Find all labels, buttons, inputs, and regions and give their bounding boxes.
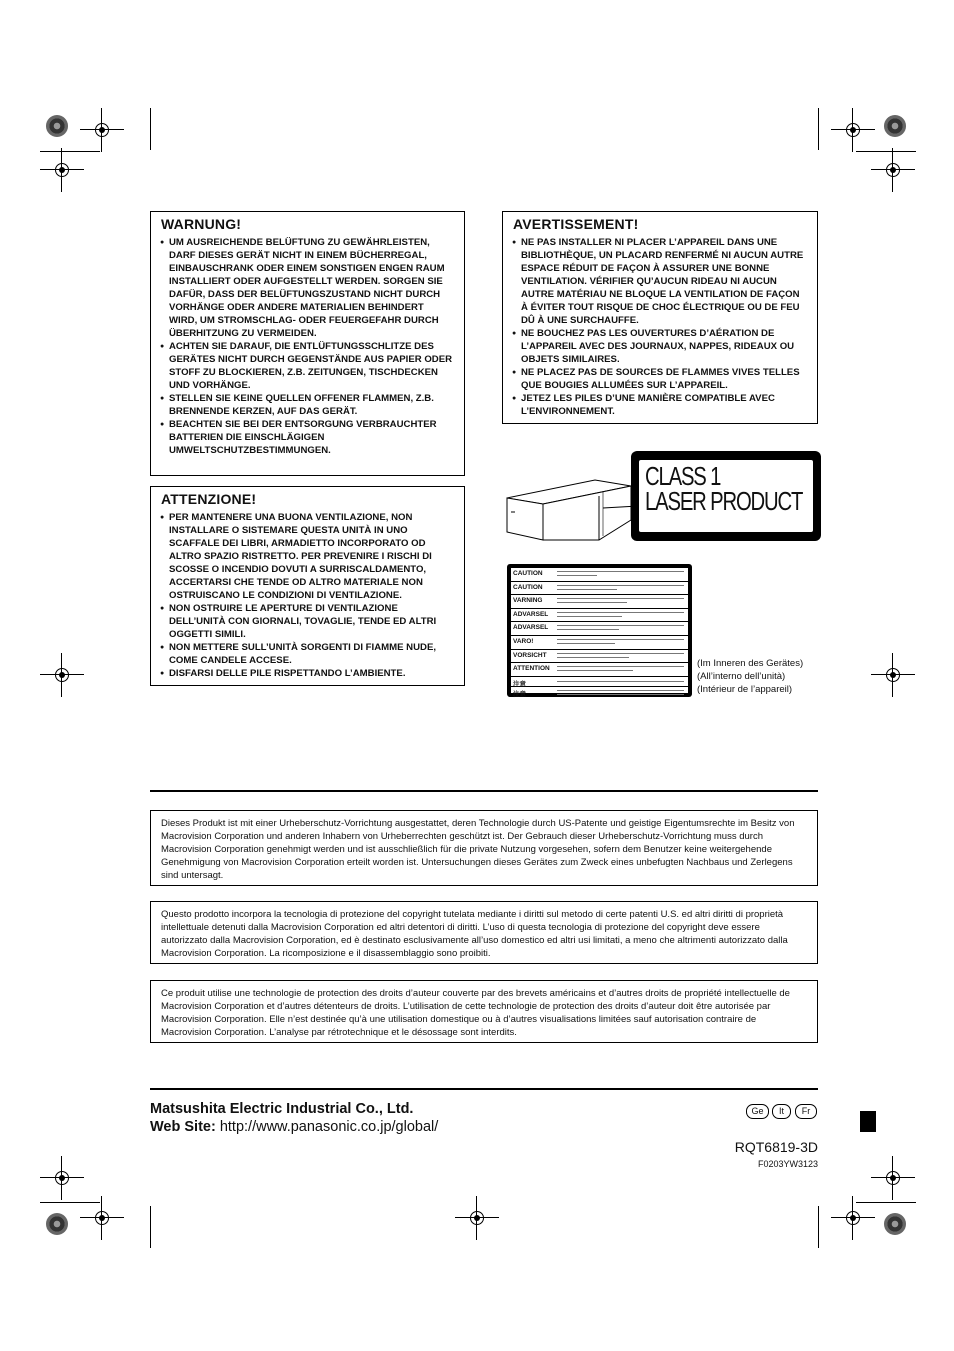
laser-label-inner bbox=[639, 460, 813, 532]
print-code: F0203YW3123 bbox=[757, 1159, 818, 1169]
crop-mark bbox=[150, 108, 151, 150]
color-disc-icon bbox=[884, 1213, 906, 1235]
attenzione-list bbox=[161, 511, 454, 680]
warnung-item: ● STELLEN SIE KEINE QUELLEN OFFENER FLAMMEN, Z.B. BRENNENDE KERZEN, AUF DAS GERÄT. bbox=[161, 392, 454, 418]
language-badge-ge: Ge bbox=[746, 1104, 769, 1119]
caution-row bbox=[511, 636, 688, 650]
caution-word: CAUTION bbox=[513, 570, 543, 577]
avertissement-item: ● NE BOUCHEZ PAS LES OUVERTURES D’AÉRATION DE L’APPAREIL AVEC DES JOURNAUX, NAPPES, RIDEAUX OU OBJETS SIMILAIRES. bbox=[513, 327, 807, 366]
caution-row bbox=[511, 582, 688, 596]
copyright-text-fr: Ce produit utilise une technologie de protection des droits d’auteur couverte par des brevets américains et d’autres droits de propriété intellectuelle de Macrovision Corporation et d’autres détenteurs de droits. L’utilisation de cette technologie de protection des droits d’auteur doit être autorisée par Macrovision Corporation. Elle n’est destinée qu’à une utilisation domestique ou à d’autres visualisations limitées sauf autorisation contraire de Macrovision Corporation. L’analyse par rétrotechnique et le désossage sont interdits. bbox=[161, 988, 790, 1038]
avertissement-box bbox=[502, 211, 818, 424]
crop-mark bbox=[856, 1202, 916, 1203]
color-disc-icon bbox=[46, 115, 68, 137]
caution-row bbox=[511, 677, 688, 687]
laser-class-label bbox=[631, 451, 821, 541]
copyright-notice-de bbox=[150, 810, 818, 886]
crop-mark bbox=[40, 151, 100, 152]
laser-label-text bbox=[645, 461, 803, 516]
copyright-notice-it bbox=[150, 901, 818, 964]
caution-label-inner bbox=[511, 568, 688, 698]
website-url[interactable]: http://www.panasonic.co.jp/global/ bbox=[219, 1119, 439, 1135]
website-label: Web Site: bbox=[150, 1119, 216, 1135]
location-note-de: (Im Inneren des Gerätes) bbox=[697, 658, 804, 669]
caution-word: CAUTION bbox=[513, 583, 543, 591]
color-disc-icon bbox=[884, 115, 906, 137]
company-name: Matsushita Electric Industrial Co., Ltd. bbox=[150, 1101, 414, 1117]
warnung-title: WARNUNG! bbox=[161, 216, 242, 232]
crop-mark bbox=[818, 1206, 819, 1248]
crosshair-icon bbox=[92, 120, 112, 140]
caution-row bbox=[511, 568, 688, 582]
warnung-item: ● BEACHTEN SIE BEI DER ENTSORGUNG VERBRAUCHTER BATTERIEN DIE EINSCHLÄGIGEN UMWELTSCHUTZBESTIMMUNGEN. bbox=[161, 418, 454, 457]
crop-mark bbox=[150, 1206, 151, 1248]
attenzione-item: ● PER MANTENERE UNA BUONA VENTILAZIONE, NON INSTALLARE O SISTEMARE QUESTA UNITÀ IN UNO SCAFFALE DEI LIBRI, ARMADIETTO INCORPORATO OD ALTRO SPAZIO RISTRETTO. PER PREVENIRE I RISCHI DI SCOSSE O INCENDIO DOVUTI A SURRISCALDAMENTO, ACCERTARSI CHE TENDE OD ALTRO MATERIALE NON OSTRUISCANO LE CONDIZIONI DI VENTILAZIONE. bbox=[161, 511, 454, 602]
crosshair-icon bbox=[467, 1208, 487, 1228]
laser-label-line1: CLASS 1 bbox=[645, 461, 721, 491]
caution-row bbox=[511, 595, 688, 609]
caution-word: 注意 bbox=[513, 690, 526, 698]
crosshair-icon bbox=[52, 665, 72, 685]
edge-tab bbox=[860, 1111, 876, 1132]
avertissement-list bbox=[513, 236, 807, 418]
crosshair-icon bbox=[52, 1168, 72, 1188]
crosshair-icon bbox=[92, 1208, 112, 1228]
crop-mark bbox=[856, 151, 916, 152]
warnung-box bbox=[150, 211, 465, 476]
crosshair-icon bbox=[843, 120, 863, 140]
warnung-list bbox=[161, 236, 454, 457]
caution-row bbox=[511, 622, 688, 636]
language-badge-fr: Fr bbox=[795, 1104, 817, 1119]
color-disc-icon bbox=[46, 1213, 68, 1235]
avertissement-item: ● NE PAS INSTALLER NI PLACER L’APPAREIL DANS UNE BIBLIOTHÈQUE, UN PLACARD RENFERMÉ NI AUCUN AUTRE ESPACE RÉDUIT DE FAÇON À ASSURER UNE BONNE VENTILATION. VÉRIFIER QU’AUCUN RIDEAU NI AUCUN AUTRE MATÉRIAU NE BLOQUE LA VENTILATION DE FAÇON À ÉVITER TOUT RISQUE DE CHOC ÉLECTRIQUE OU DE FEU DÛ À UNE SURCHAUFFE. bbox=[513, 236, 807, 327]
attenzione-item: ● DISFARSI DELLE PILE RISPETTANDO L’AMBIENTE. bbox=[161, 667, 454, 680]
laser-label-line2: LASER PRODUCT bbox=[645, 486, 803, 516]
caution-row bbox=[511, 650, 688, 664]
document-number: RQT6819-3D bbox=[734, 1139, 818, 1155]
location-note bbox=[697, 657, 803, 696]
attenzione-title: ATTENZIONE! bbox=[161, 491, 257, 507]
crosshair-icon bbox=[883, 1168, 903, 1188]
crop-mark bbox=[818, 108, 819, 150]
caution-word: ATTENTION bbox=[513, 665, 550, 673]
copyright-text-it: Questo prodotto incorpora la tecnologia di protezione del copyright tutelata mediante i diritti sul metodo di certe patenti U.S. ed altri diritti di proprietà intellettuale detenuti dalla Macrovision Corporation ed altri detentori di diritti. L’uso di questa tecnologia di protezione del copyright deve essere autorizzato dalla Macrovision Corporation, ed è destinato esclusivamente all’uso domestico ed altri usi limitati, a meno che altrimenti autorizzato dalla Macrovision Corporation. La ricomposizione e il disassemblaggio sono proibiti. bbox=[161, 909, 788, 959]
copyright-text-de: Dieses Produkt ist mit einer Urheberschutz-Vorrichtung ausgestattet, deren Technologie durch US-Patente und geistige Eigentumsrechte im Besitz von Macrovision Corporation und anderen Inhabern von Urheberrechten geschützt ist. Der Gebrauch dieser Urheberschutz-Vorrichtung muss durch Macrovision Corporation genehmigt werden und ist ausschließlich für die private Nutzung vorgesehen, sofern dem Benutzer keine weitergehende Genehmigung von Macrovision Corporation erteilt worden ist. Untersuchungen dieses Gerätes zum Zweck eines unbefugten Nachbaus und Zerlegens sind untersagt. bbox=[161, 818, 795, 881]
crosshair-icon bbox=[883, 665, 903, 685]
warnung-item: ● UM AUSREICHENDE BELÜFTUNG ZU GEWÄHRLEISTEN, DARF DIESES GERÄT NICHT IN EINEM BÜCHERREGAL, EINBAUSCHRANK ODER EINEM SONSTIGEN ENGEN RAUM INSTALLIERT ODER AUFGESTELLT WERDEN. SORGEN SIE DAFÜR, DASS DER BELÜFTUNGSZUSTAND NICHT DURCH VORHÄNGE ODER ANDERE MATERIALIEN BEHINDERT WIRD, UM STROMSCHLAG- ODER FEUERGEFAHR DURCH ÜBERHITZUNG ZU VERMEIDEN. bbox=[161, 236, 454, 340]
attenzione-item: ● NON METTERE SULL’UNITÀ SORGENTI DI FIAMME NUDE, COME CANDELE ACCESE. bbox=[161, 641, 454, 667]
caution-label bbox=[507, 564, 692, 697]
location-note-fr: (Intérieur de l’appareil) bbox=[697, 684, 793, 695]
crosshair-icon bbox=[843, 1208, 863, 1228]
crop-mark bbox=[40, 1202, 100, 1203]
device-illustration bbox=[503, 468, 643, 544]
section-divider bbox=[150, 790, 818, 792]
avertissement-item: ● NE PLACEZ PAS DE SOURCES DE FLAMMES VIVES TELLES QUE BOUGIES ALLUMÉES SUR L’APPAREIL. bbox=[513, 366, 807, 392]
caution-row bbox=[511, 687, 688, 701]
footer-divider bbox=[150, 1088, 818, 1090]
copyright-notice-fr bbox=[150, 980, 818, 1043]
avertissement-title: AVERTISSEMENT! bbox=[513, 216, 639, 232]
attenzione-box bbox=[150, 486, 465, 686]
website-line bbox=[150, 1119, 438, 1135]
location-note-it: (All’interno dell’unità) bbox=[697, 671, 786, 682]
language-badge-it: It bbox=[772, 1104, 791, 1119]
crosshair-icon bbox=[883, 160, 903, 180]
crosshair-icon bbox=[52, 160, 72, 180]
caution-row bbox=[511, 609, 688, 623]
avertissement-item: ● JETEZ LES PILES D’UNE MANIÈRE COMPATIBLE AVEC L’ENVIRONNEMENT. bbox=[513, 392, 807, 418]
warnung-item: ● ACHTEN SIE DARAUF, DIE ENTLÜFTUNGSSCHLITZE DES GERÄTES NICHT DURCH GEGENSTÄNDE AUS PAPIER ODER STOFF ZU BLOCKIEREN, Z.B. ZEITUNGEN, TISCHDECKEN UND VORHÄNGE. bbox=[161, 340, 454, 392]
caution-word: ADVARSEL bbox=[513, 624, 549, 632]
caution-row bbox=[511, 663, 688, 677]
caution-word: 注意 bbox=[513, 680, 526, 688]
caution-word: ADVARSEL bbox=[513, 610, 549, 618]
caution-word: VARNING bbox=[513, 597, 543, 605]
caution-word: VARO! bbox=[513, 637, 534, 645]
caution-word: VORSICHT bbox=[513, 651, 547, 659]
attenzione-item: ● NON OSTRUIRE LE APERTURE DI VENTILAZIONE DELL’UNITÀ CON GIORNALI, TOVAGLIE, TENDE ED ALTRI OGGETTI SIMILI. bbox=[161, 602, 454, 641]
